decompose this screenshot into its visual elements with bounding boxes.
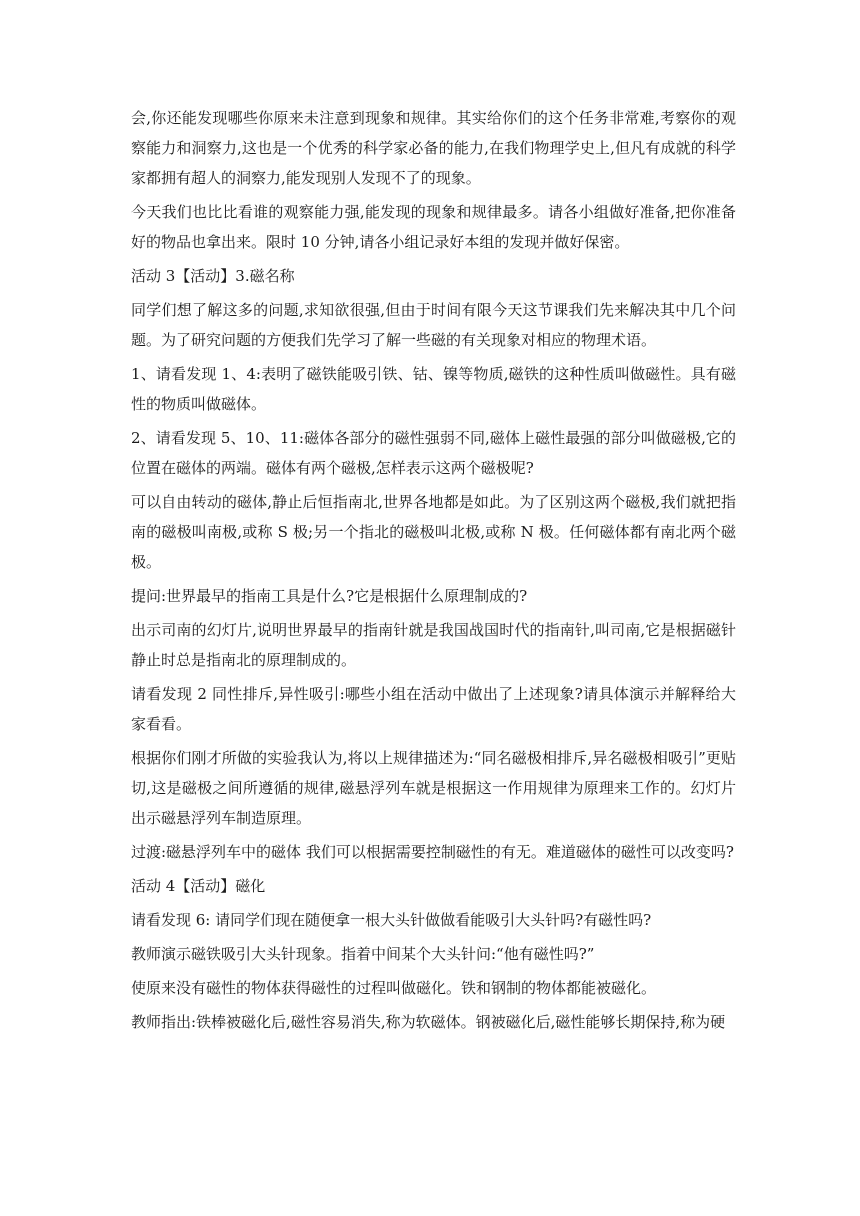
paragraph-teacher-demo: 教师演示磁铁吸引大头针现象。指着中间某个大头针问:“他有磁性吗?” (131, 945, 595, 963)
paragraph-soft-hard-magnets: 教师指出:铁棒被磁化后,磁性容易消失,称为软磁体。钢被磁化后,磁性能够长期保持,称为硬 (131, 1013, 726, 1031)
paragraph-like-poles-repel: 请看发现 2 同性排斥,异性吸引:哪些小组在活动中做出了上述现象?请具体演示并解释给大家看看。 (131, 685, 736, 733)
paragraph-pole-law-maglev: 根据你们刚才所做的实验我认为,将以上规律描述为:“同名磁极相排斥,异名磁极相吸引”更贴切,这是磁极之间所遵循的规律,磁悬浮列车就是根据这一作用规律为原理来工作的。幻灯片出示磁悬浮列车制造原理。 (131, 749, 736, 827)
paragraph-observation-contest: 今天我们也比比看谁的观察能力强,能发现的现象和规律最多。请各小组做好准备,把你准备好的物品也拿出来。限时 10 分钟,请各小组记录好本组的发现并做好保密。 (131, 203, 736, 251)
paragraph-question-compass: 提问:世界最早的指南工具是什么?它是根据什么原理制成的? (131, 587, 528, 605)
heading-activity-4: 活动 4【活动】磁化 (131, 877, 266, 895)
document-body (131, 103, 736, 1041)
paragraph-magnetic-poles: 2、请看发现 5、10、11:磁体各部分的磁性强弱不同,磁体上磁性最强的部分叫做磁极,它的位置在磁体的两端。磁体有两个磁极,怎样表示这两个磁极呢? (131, 429, 736, 477)
paragraph-terms-intro: 同学们想了解这多的问题,求知欲很强,但由于时间有限今天这节课我们先来解决其中几个问题。为了研究问题的方便我们先学习了解一些磁的有关现象对相应的物理术语。 (131, 301, 736, 349)
paragraph-magnetism-definition: 1、请看发现 1、4:表明了磁铁能吸引铁、钴、镍等物质,磁铁的这种性质叫做磁性。具有磁性的物质叫做磁体。 (131, 365, 736, 413)
paragraph-magnetization-definition: 使原来没有磁性的物体获得磁性的过程叫做磁化。铁和钢制的物体都能被磁化。 (131, 979, 657, 997)
paragraph-discovery-6: 请看发现 6: 请同学们现在随便拿一根大头针做做看能吸引大头针吗?有磁性吗? (131, 911, 652, 929)
paragraph-north-south-poles: 可以自由转动的磁体,静止后恒指南北,世界各地都是如此。为了区别这两个磁极,我们就把指南的磁极叫南极,或称 S 极;另一个指北的磁极叫北极,或称 N 极。任何磁体都有南北两个磁极。 (131, 493, 736, 571)
paragraph-transition: 过渡:磁悬浮列车中的磁体 我们可以根据需要控制磁性的有无。难道磁体的磁性可以改变吗? (131, 843, 734, 861)
paragraph-observation-task: 会,你还能发现哪些你原来未注意到现象和规律。其实给你们的这个任务非常难,考察你的观察能力和洞察力,这也是一个优秀的科学家必备的能力,在我们物理学史上,但凡有成就的科学家都拥有超人的洞察力,能发现别人发现不了的现象。 (131, 109, 736, 187)
heading-activity-3: 活动 3【活动】3.磁名称 (131, 267, 295, 285)
paragraph-sinan-slide: 出示司南的幻灯片,说明世界最早的指南针就是我国战国时代的指南针,叫司南,它是根据磁针静止时总是指南北的原理制成的。 (131, 621, 736, 669)
